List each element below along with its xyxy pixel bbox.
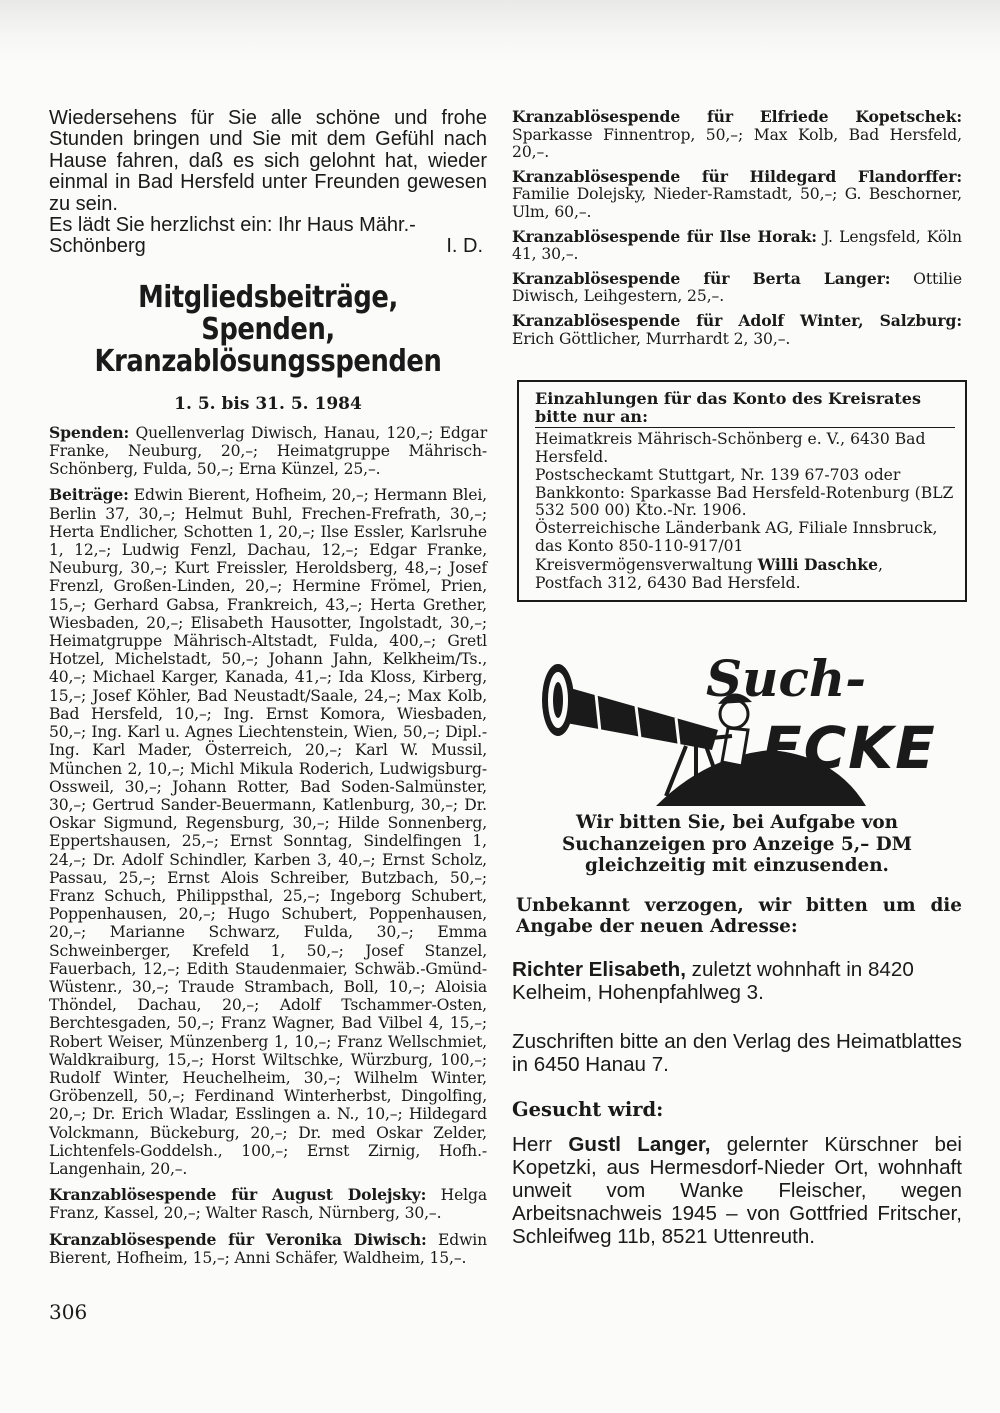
kranz-label: Kranzablösespende für Elfriede Kopetschek: [512, 107, 962, 126]
gesucht-entry [512, 1133, 962, 1248]
richter-text: zuletzt wohnhaft in 8420 Kelheim, Hohenpfahlweg 3. [512, 957, 914, 1004]
kranz-entry [512, 270, 962, 306]
banner-illustration [536, 646, 966, 806]
kranz-text: Ottilie Diwisch, Leihgestern, 25,–. [512, 269, 962, 306]
section-heading [80, 279, 457, 379]
page-number: 306 [49, 1300, 88, 1324]
konto-line: Postscheckamt Stuttgart, Nr. 139 67-703 oder [535, 465, 901, 484]
kranz-label: Kranzablösespende für Ilse Horak: [512, 226, 817, 246]
konto-heading [535, 390, 955, 428]
konto-heading-2: bitte nur an: [535, 407, 648, 427]
kranz-text: Familie Dolejsky, Nieder-Ramstadt, 50,–; G. Beschorner, Ulm, 60,–. [512, 185, 962, 221]
konto-heading-1: Einzahlungen für das Konto des Kreisrates [535, 389, 921, 409]
banner-word-such: Such- [706, 649, 867, 709]
konto-line-suffix: , Postfach 312, 6430 Bad Hersfeld. [535, 555, 883, 592]
beitraege-text: Edwin Bierent, Hofheim, 20,–; Hermann Blei, Berlin 37, 30,–; Helmut Buhl, Frechen-Frefrath, 30,–; Herta Endlicher, Schotten 1, 20,–; Ilse Essler, Karlsruhe 1, 12,–; Ludwig Fenzl, Dachau, 12,–; Edgar Franke, Neuburg, 30,–; Kurt Freissler, Heroldsberg, 48,–; Josef Frenzl, Großen-Linden, 20,–; Hermine Frömel, Prien, 15,–; Gerhard Gabsa, Frankreich, 43,–; Herta Grether, Wiesbaden, 20,–; Elisabeth Hausotter, Ingolstadt, 30,–; Heimatgruppe Mährisch-Altstadt, Fulda, 400,–; Gretl Hotzel, Michelstadt, 50,–; Johann Jahn, Kelkheim/Ts., 40,–; Michael Karger, Kanada, 41,–; Ida Kloss, Kirberg, 15,–; Josef Köhler, Bad Neustadt/Saale, 24,–; Max Kolb, Bad Hersfeld, 10,–; Ing. Ernst Komora, Wiesbaden, 50,–; Ing. Karl u. Agnes Liechtenstein, Wien, 50,–; Dipl.-Ing. Karl Mader, Österreich, 20,–; Karl W. Mussil, München 2, 10,–; Michl Mikula Roderich, Ludwigsburg-Ossweil, 30,–; Johann Rotter, Bad Soden-Salmünster, 30,–; Gertrud Sander-Beuermann, Katlenburg, 30,–; Dr. Oskar Sigmund, Regensburg, 30,–; Hilde Sonnenberg, Eppertshausen, 25,–; Ernst Sonntag, Sindelfingen 1, 24,–; Dr. Adolf Schindler, Karben 3, 40,–; Ernst Scholz, Passau, 25,–; Ernst Alois Schreiber, Butzbach, 50,–; Franz Schuch, Philippsthal, 25,–; Ingeborg Schubert, Poppenhausen, 20,–; Hugo Schubert, Poppenhausen, 20,–; Marianne Schwarz, Fulda, 30,–; Emma Schweinberger, Krefeld 1, 50,–; Josef Stanzel, Fauerbach, 12,–; Edith Staudenmaier, Schwäb.-Gmünd-Wüstenr., 30,–; Traude Strambach, Boll, 10,–; Aloisia Thöndel, Dachau, 20,–; Adolf Tschammer-Osten, Berchtesgaden, 50,–; Franz Wagner, Bad Vilbel 4, 15,–; Robert Weiser, Münzenberg 1, 10,–; Franz Wellschmiet, Waldkraiburg, 15,–; Horst Wiltschke, Würzburg, 100,–; Rudolf Winter, Heuchelheim, 30,–; Wilhelm Winter, Gröbenzell, 50,–; Ferdinand Winterherbst, Dingolfing, 20,–; Dr. Erich Wladar, Esslingen a. N., 10,–; Hildegard Volckmann, Bückeburg, 20,–; Dr. med Oskar Zelder, Lichtenfels-Goddelsh., 100,–; Ernst Zirnig, Hofh.-Langenhain, 20,–. [49, 486, 487, 1178]
gesucht-label: Gesucht wird: [512, 1097, 664, 1121]
kranz-text: J. Lengsfeld, Köln 41, 30,–. [512, 227, 963, 264]
such-ecke-banner [536, 646, 966, 806]
intro-invite: Es lädt Sie herzlichst ein: Ihr Haus Mähr.- [49, 214, 416, 237]
intro-signature [49, 236, 487, 257]
gesucht-name: Gustl Langer, [568, 1132, 711, 1156]
kranz-text: Helga Franz, Kassel, 20,–; Walter Rasch, Nürnberg, 30,–. [49, 1186, 488, 1223]
kranz-entry [512, 168, 962, 222]
kranz-label: Kranzablösespende für Adolf Winter, Salzburg: [512, 310, 962, 330]
konto-line [535, 556, 955, 593]
kranz-entry [512, 108, 962, 162]
date-range: 1. 5. bis 31. 5. 1984 [174, 393, 362, 414]
richter-entry [512, 958, 962, 1004]
kranz-text: Edwin Bierent, Hofheim, 15,–; Anni Schäfer, Waldheim, 15,–. [49, 1230, 487, 1267]
suchanzeigen-notice: Wir bitten Sie, bei Aufgabe von Suchanzeigen pro Anzeige 5,– DM gleichzeitig mit einzusenden. [561, 812, 913, 877]
telescope-icon [542, 664, 718, 750]
kranz-entry [512, 312, 962, 348]
beitraege-entry [49, 486, 487, 1178]
gesucht-text: gelernter Kürschner bei Kopetzki, aus Hermesdorf-Nieder Ort, wohnhaft unweit vom Wanke Fleischer, wegen Arbeitsnachweis 1945 – von Gottfried Fritscher, Schleifweg 11b, 8521 Uttenreuth. [512, 1132, 962, 1248]
spenden-label: Spenden: [49, 422, 130, 442]
heading-line-2: Kranzablösungsspenden [94, 343, 442, 379]
kranz-text: Erich Göttlicher, Murrhardt 2, 30,–. [512, 329, 791, 348]
scan-top-edge [0, 0, 1000, 60]
kranz-label: Kranzablösespende für Berta Langer: [512, 268, 891, 288]
kranz-text: Sparkasse Finnentrop, 50,–; Max Kolb, Bad Hersfeld, 20,–. [512, 125, 962, 162]
richter-name: Richter Elisabeth, [512, 957, 686, 981]
spenden-entry [49, 424, 487, 479]
banner-word-ecke: ECKE [762, 714, 937, 783]
tower-shape [632, 764, 642, 794]
gesucht-prefix: Herr [512, 1132, 569, 1156]
zuschriften-entry: Zuschriften bitte an den Verlag des Heimatblattes in 6450 Hanau 7. [512, 1029, 962, 1076]
konto-line: Bankkonto: Sparkasse Bad Hersfeld-Rotenburg (BLZ 532 500 00) Kto.-Nr. 1906. [535, 483, 954, 520]
kranz-entry [49, 1186, 487, 1222]
intro-paragraph [49, 108, 487, 258]
unbekannt-notice: Unbekannt verzogen, wir bitten um die Angabe der neuen Adresse: [516, 894, 962, 938]
konto-box [517, 380, 967, 602]
spenden-text: Quellenverlag Diwisch, Hanau, 120,–; Edgar Franke, Neuburg, 20,–; Heimatgruppe Mährisch-Schönberg, Fulda, 50,–; Erna Künzel, 25,–. [49, 423, 487, 479]
kranz-label: Kranzablösespende für August Dolejsky: [49, 1185, 427, 1205]
beitraege-label: Beiträge: [49, 485, 129, 505]
intro-initials: I. D. [446, 235, 483, 258]
kranz-entry [49, 1231, 487, 1267]
konto-name: Willi Daschke [757, 554, 878, 574]
kranz-label: Kranzablösespende für Veronika Diwisch: [49, 1229, 427, 1249]
intro-text: Wiedersehens für Sie alle schöne und frohe Stunden bringen und Sie mit dem Gefühl nach Hause fahren, daß es sich gelohnt hat, wieder einmal in Bad Hersfeld unter Freunden gewesen zu sein. [49, 107, 487, 215]
konto-line-prefix: Kreisvermögensverwaltung [535, 555, 758, 574]
kranz-label: Kranzablösespende für Hildegard Flandorffer: [512, 166, 962, 186]
right-column [512, 108, 962, 1248]
left-column [49, 108, 487, 1275]
intro-invite-end: Schönberg [49, 235, 146, 258]
konto-line: Heimatkreis Mährisch-Schönberg e. V., 6430 Bad Hersfeld. [535, 430, 926, 466]
heading-line-1: Mitgliedsbeiträge, Spenden, [138, 279, 398, 347]
kranz-entry [512, 228, 962, 264]
konto-line: Österreichische Länderbank AG, Filiale Innsbruck, das Konto 850-110-917/01 [535, 519, 938, 555]
